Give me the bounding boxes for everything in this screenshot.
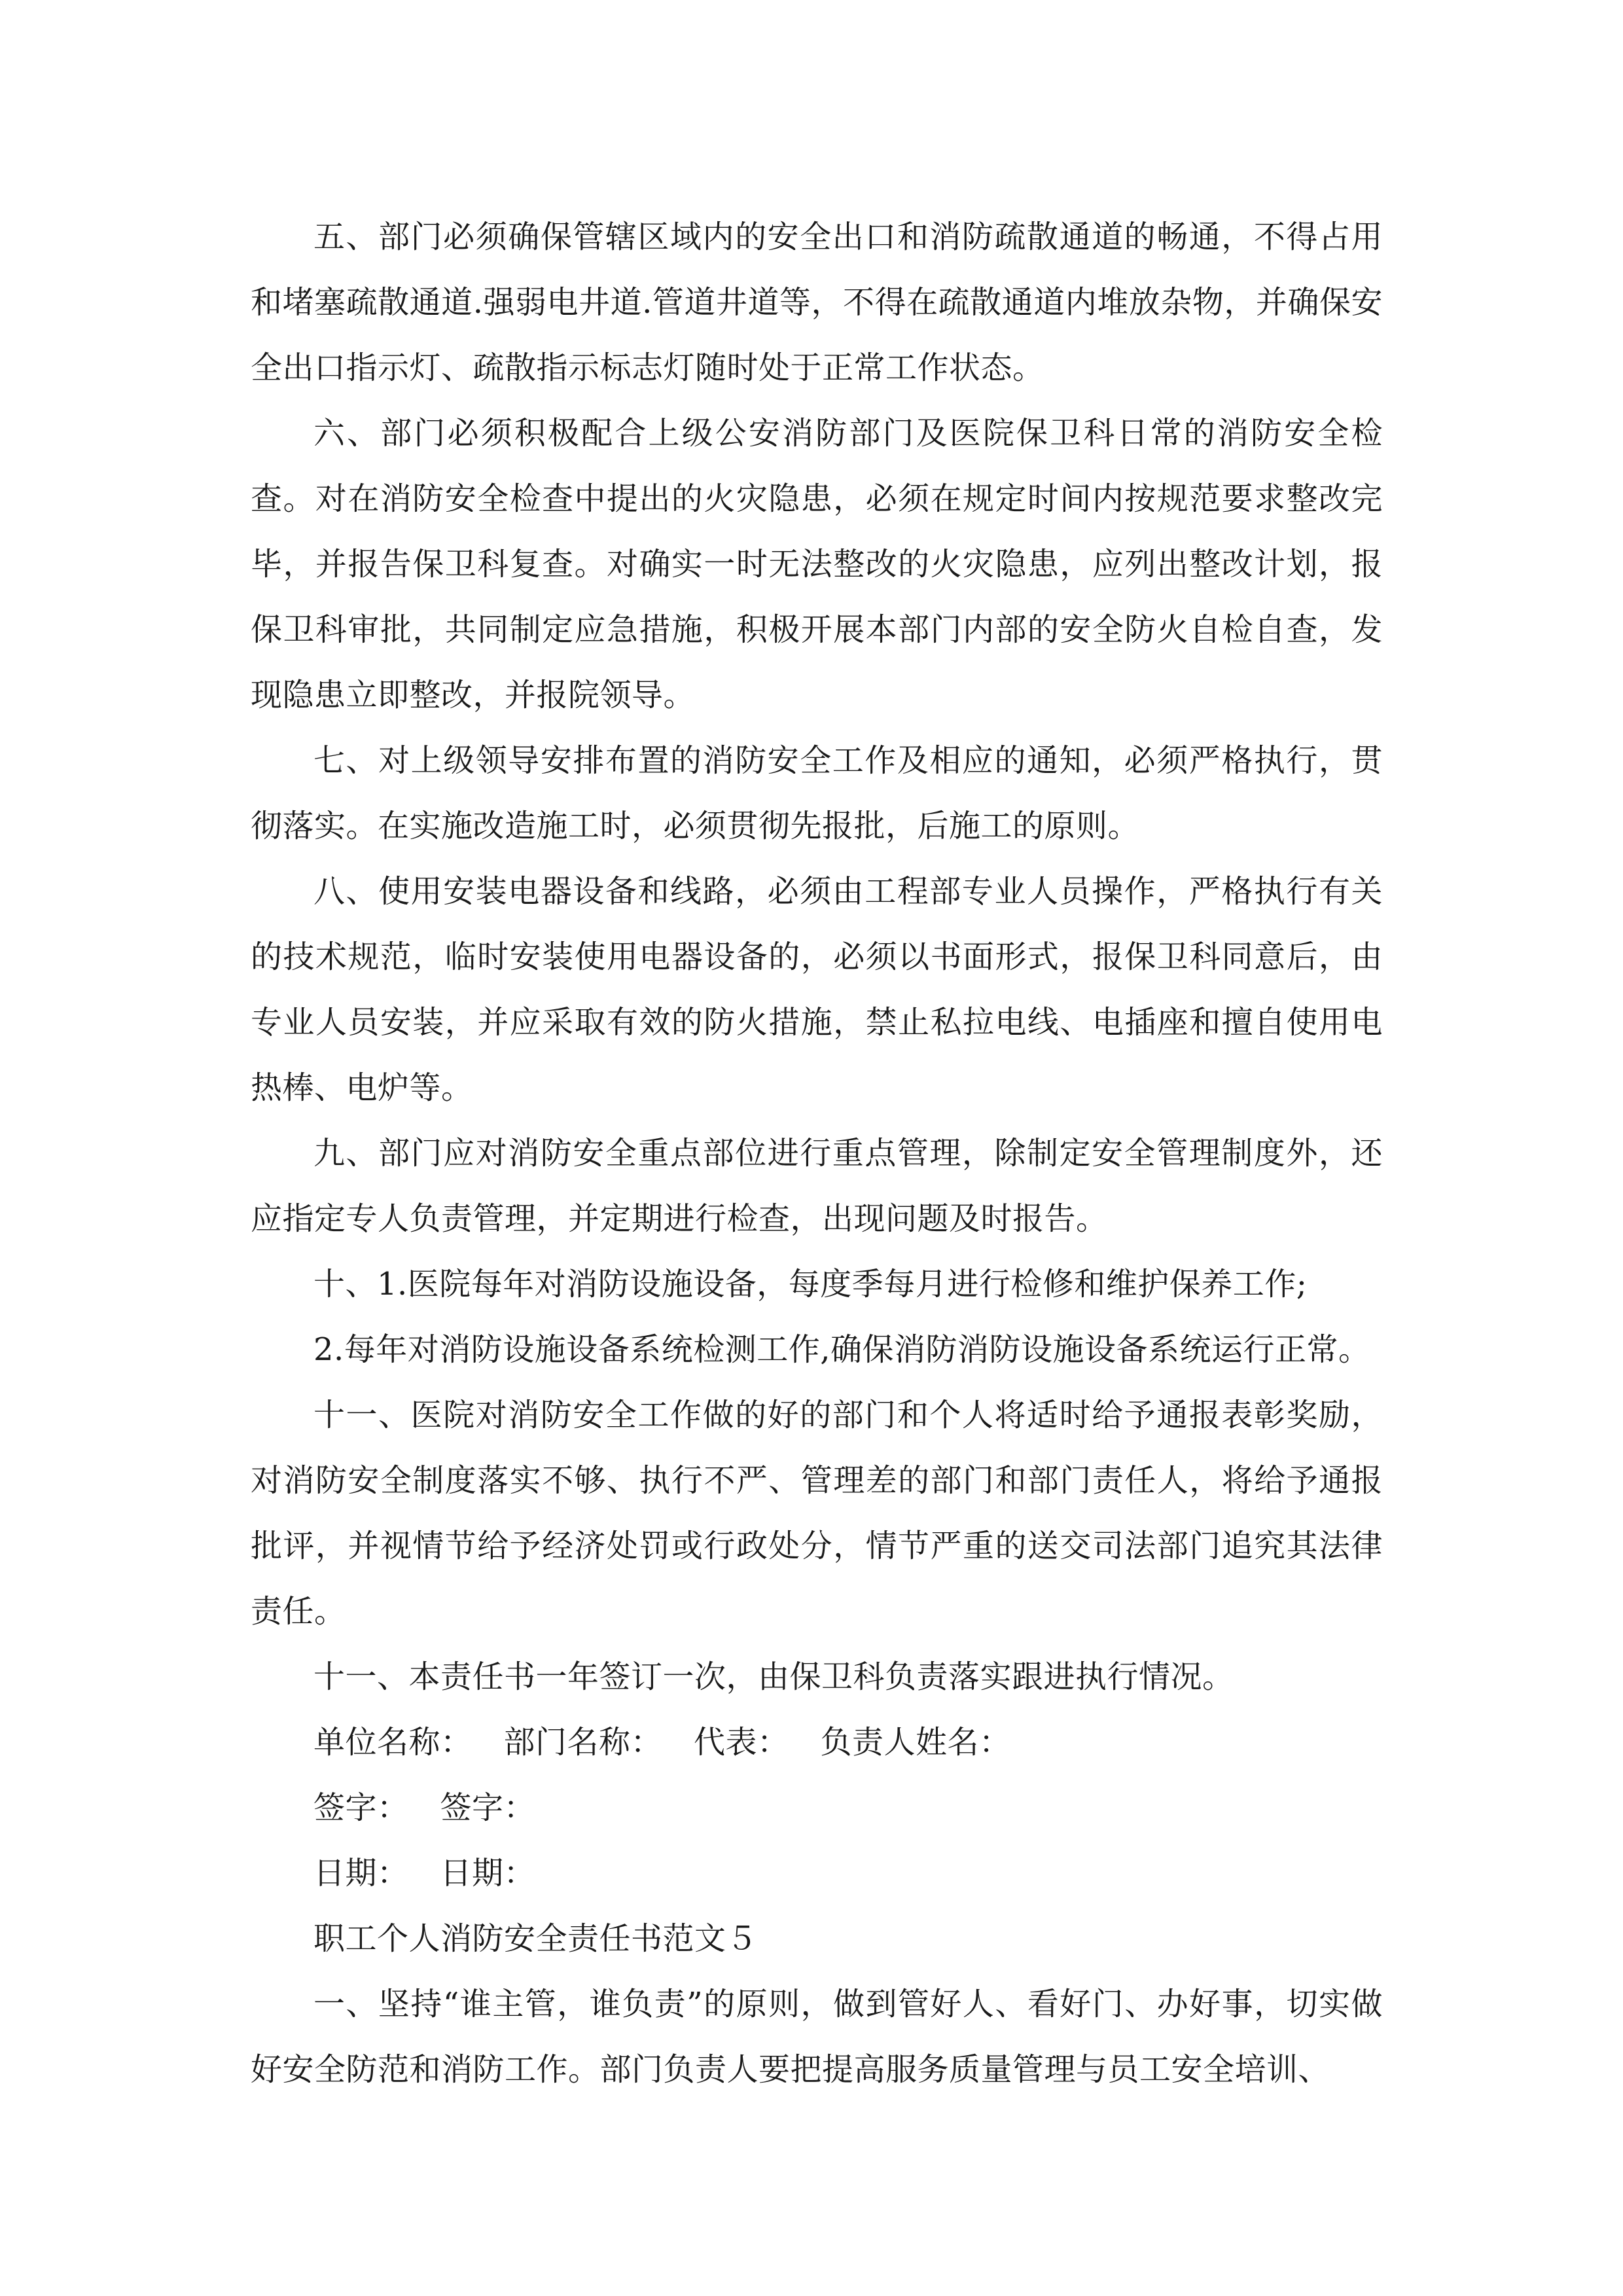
clause-five: 五、部门必须确保管辖区域内的安全出口和消防疏散通道的畅通，不得占用和堵塞疏散通道.强弱电井道.管道井道等，不得在疏散通道内堆放杂物，并确保安全出口指示灯、疏散指示标志灯随时处于正常工作状态。 xyxy=(251,219,1383,386)
clause-eleven-renewal: 十一、本责任书一年签订一次，由保卫科负责落实跟进执行情况。 xyxy=(313,1659,1234,1695)
section-title: 职工个人消防安全责任书范文５ xyxy=(313,1920,758,1957)
clause-one: 一、坚持“谁主管，谁负责”的原则，做到管好人、看好门、办好事，切实做好安全防范和消防工作。部门负责人要把提高服务质量管理与员工安全培训、 xyxy=(251,1986,1383,2088)
clause-nine: 九、部门应对消防安全重点部位进行重点管理，除制定安全管理制度外，还应指定专人负责管理，并定期进行检查，出现问题及时报告。 xyxy=(251,1135,1383,1237)
clause-seven: 七、对上级领导安排布置的消防安全工作及相应的通知，必须严格执行，贯彻落实。在实施改造施工时，必须贯彻先报批，后施工的原则。 xyxy=(251,742,1383,844)
date-label-2: 日期： xyxy=(440,1855,536,1892)
signature-names-row xyxy=(251,1710,1383,1775)
signature-sign-row xyxy=(251,1775,1383,1840)
clause-ten-item-1: 十、1.医院每年对消防设施设备，每度季每月进行检修和维护保养工作; xyxy=(313,1266,1308,1302)
date-label-1: 日期： xyxy=(313,1855,409,1892)
person-name-label: 负责人姓名： xyxy=(820,1724,1011,1761)
sign-label-2: 签字： xyxy=(440,1789,536,1826)
unit-name-label: 单位名称： xyxy=(313,1724,473,1761)
signature-date-row xyxy=(251,1840,1383,1906)
clause-eight: 八、使用安装电器设备和线路，必须由工程部专业人员操作，严格执行有关的技术规范，临时安装使用电器设备的，必须以书面形式，报保卫科同意后，由专业人员安装，并应采取有效的防火措施，禁止私拉电线、电插座和擅自使用电热棒、电炉等。 xyxy=(251,873,1383,1106)
representative-label: 代表： xyxy=(694,1724,789,1761)
dept-name-label: 部门名称： xyxy=(503,1724,663,1761)
clause-ten-item-2: 2.每年对消防设施设备系统检测工作,确保消防消防设施设备系统运行正常。 xyxy=(313,1331,1370,1368)
document-body xyxy=(251,204,1383,2102)
clause-eleven: 十一、医院对消防安全工作做的好的部门和个人将适时给予通报表彰奖励，对消防安全制度落实不够、执行不严、管理差的部门和部门责任人，将给予通报批评，并视情节给予经济处罚或行政处分，情节严重的送交司法部门追究其法律责任。 xyxy=(251,1397,1383,1630)
clause-six: 六、部门必须积极配合上级公安消防部门及医院保卫科日常的消防安全检查。对在消防安全检查中提出的火灾隐患，必须在规定时间内按规范要求整改完毕，并报告保卫科复查。对确实一时无法整改的火灾隐患，应列出整改计划，报保卫科审批，共同制定应急措施，积极开展本部门内部的安全防火自检自查，发现隐患立即整改，并报院领导。 xyxy=(251,415,1383,713)
sign-label-1: 签字： xyxy=(313,1789,409,1826)
